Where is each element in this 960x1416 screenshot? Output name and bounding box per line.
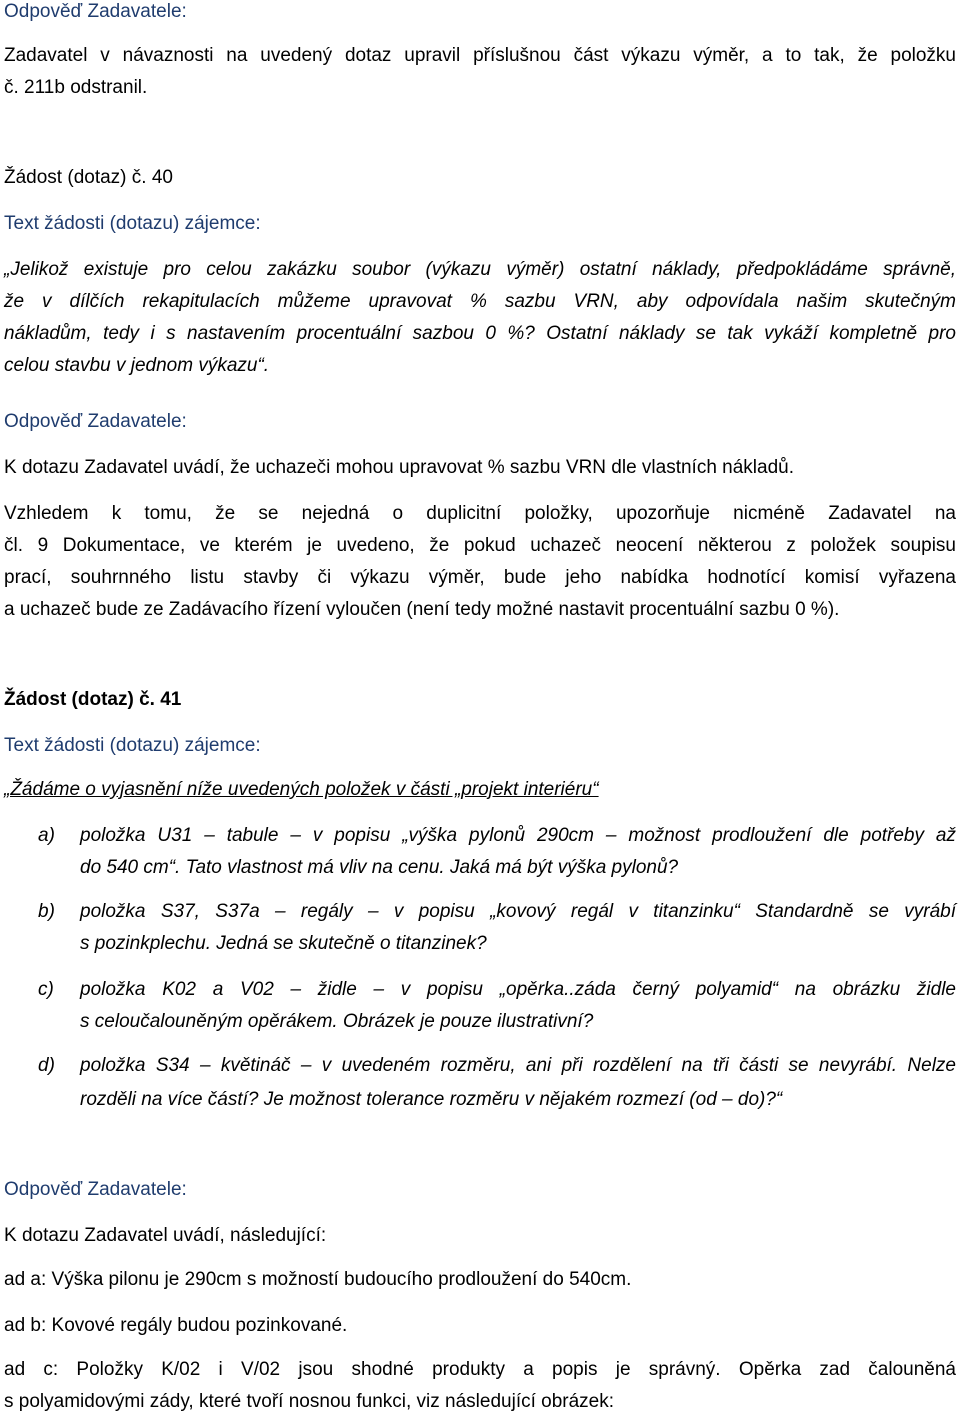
answer-heading: Odpověď Zadavatele: (4, 411, 187, 432)
list-item-text: položka U31 – tabule – v popisu „výška pylonů 290cm – možnost prodloužení dle potřeby až (80, 825, 956, 846)
paragraph-line: ad b: Kovové regály budou pozinkované. (4, 1315, 348, 1336)
paragraph-line: K dotazu Zadavatel uvádí, že uchazeči mohou upravovat % sazbu VRN dle vlastních nákladů. (4, 457, 795, 478)
paragraph-line: č. 211b odstranil. (4, 77, 148, 98)
request-heading: Žádost (dotaz) č. 41 (4, 689, 182, 710)
list-marker: c) (38, 979, 54, 1000)
paragraph-line: s polyamidovými zády, které tvoří nosnou funkci, viz následující obrázek: (4, 1391, 615, 1412)
paragraph-line: K dotazu Zadavatel uvádí, následující: (4, 1225, 327, 1246)
request-text-line: „Jelikož existuje pro celou zakázku soubor (výkazu výměr) ostatní náklady, předpokládáme správně, (4, 259, 956, 280)
list-item-text: položka S34 – květináč – v uvedeném rozměru, ani při rozdělení na tři části se nevyrábí. Nelze (80, 1055, 956, 1076)
paragraph-line: Zadavatel v návaznosti na uvedený dotaz upravil příslušnou část výkazu výměr, a to tak, že položku (4, 45, 956, 66)
list-item-text: do 540 cm“. Tato vlastnost má vliv na cenu. Jaká má být výška pylonů? (80, 857, 679, 878)
list-item-text: s celoučalouněným opěrákem. Obrázek je pouze ilustrativní? (80, 1011, 594, 1032)
paragraph-line: ad a: Výška pilonu je 290cm s možností budoucího prodloužení do 540cm. (4, 1269, 632, 1290)
request-text-line: celou stavbu v jednom výkazu“. (4, 355, 270, 376)
list-item-text: položka S37, S37a – regály – v popisu „kovový regál v titanzinku“ Standardně se vyrábí (80, 901, 956, 922)
answer-heading: Odpověď Zadavatele: (4, 1, 187, 22)
request-text-line: že v dílčích rekapitulacích můžeme upravovat % sazbu VRN, aby odpovídala našim skutečným (4, 291, 956, 312)
paragraph-line: čl. 9 Dokumentace, ve kterém je uvedeno, že pokud uchazeč neocení některou z položek soupisu (4, 535, 956, 556)
list-item-text: s pozinkplechu. Jedná se skutečně o titanzinek? (80, 933, 487, 954)
request-intro: „Žádáme o vyjasnění níže uvedených položek v části „projekt interiéru“ (4, 779, 599, 800)
list-marker: d) (38, 1055, 55, 1076)
request-subheading: Text žádosti (dotazu) zájemce: (4, 735, 261, 756)
list-item-text: položka K02 a V02 – židle – v popisu „opěrka..záda černý polyamid“ na obrázku židle (80, 979, 956, 1000)
list-marker: b) (38, 901, 55, 922)
request-text-line: nákladům, tedy i s nastavením procentuální sazbou 0 %? Ostatní náklady se tak vykáží kompletně pro (4, 323, 956, 344)
request-subheading: Text žádosti (dotazu) zájemce: (4, 213, 261, 234)
paragraph-line: prací, souhrnného listu stavby či výkazu výměr, bude jeho nabídka hodnotící komisí vyřazena (4, 567, 956, 588)
answer-heading: Odpověď Zadavatele: (4, 1179, 187, 1200)
paragraph-line: ad c: Položky K/02 i V/02 jsou shodné produkty a popis je správný. Opěrka zad čalouněná (4, 1359, 956, 1380)
list-item-text: rozděli na více částí? Je možnost tolerance rozměru v nějakém rozmezí (od – do)?“ (80, 1089, 783, 1110)
paragraph-line: a uchazeč bude ze Zadávacího řízení vyloučen (není tedy možné nastavit procentuální sazbu 0 %). (4, 599, 840, 620)
request-heading: Žádost (dotaz) č. 40 (4, 167, 173, 188)
list-marker: a) (38, 825, 55, 846)
paragraph-line: Vzhledem k tomu, že se nejedná o duplicitní položky, upozorňuje nicméně Zadavatel na (4, 503, 956, 524)
